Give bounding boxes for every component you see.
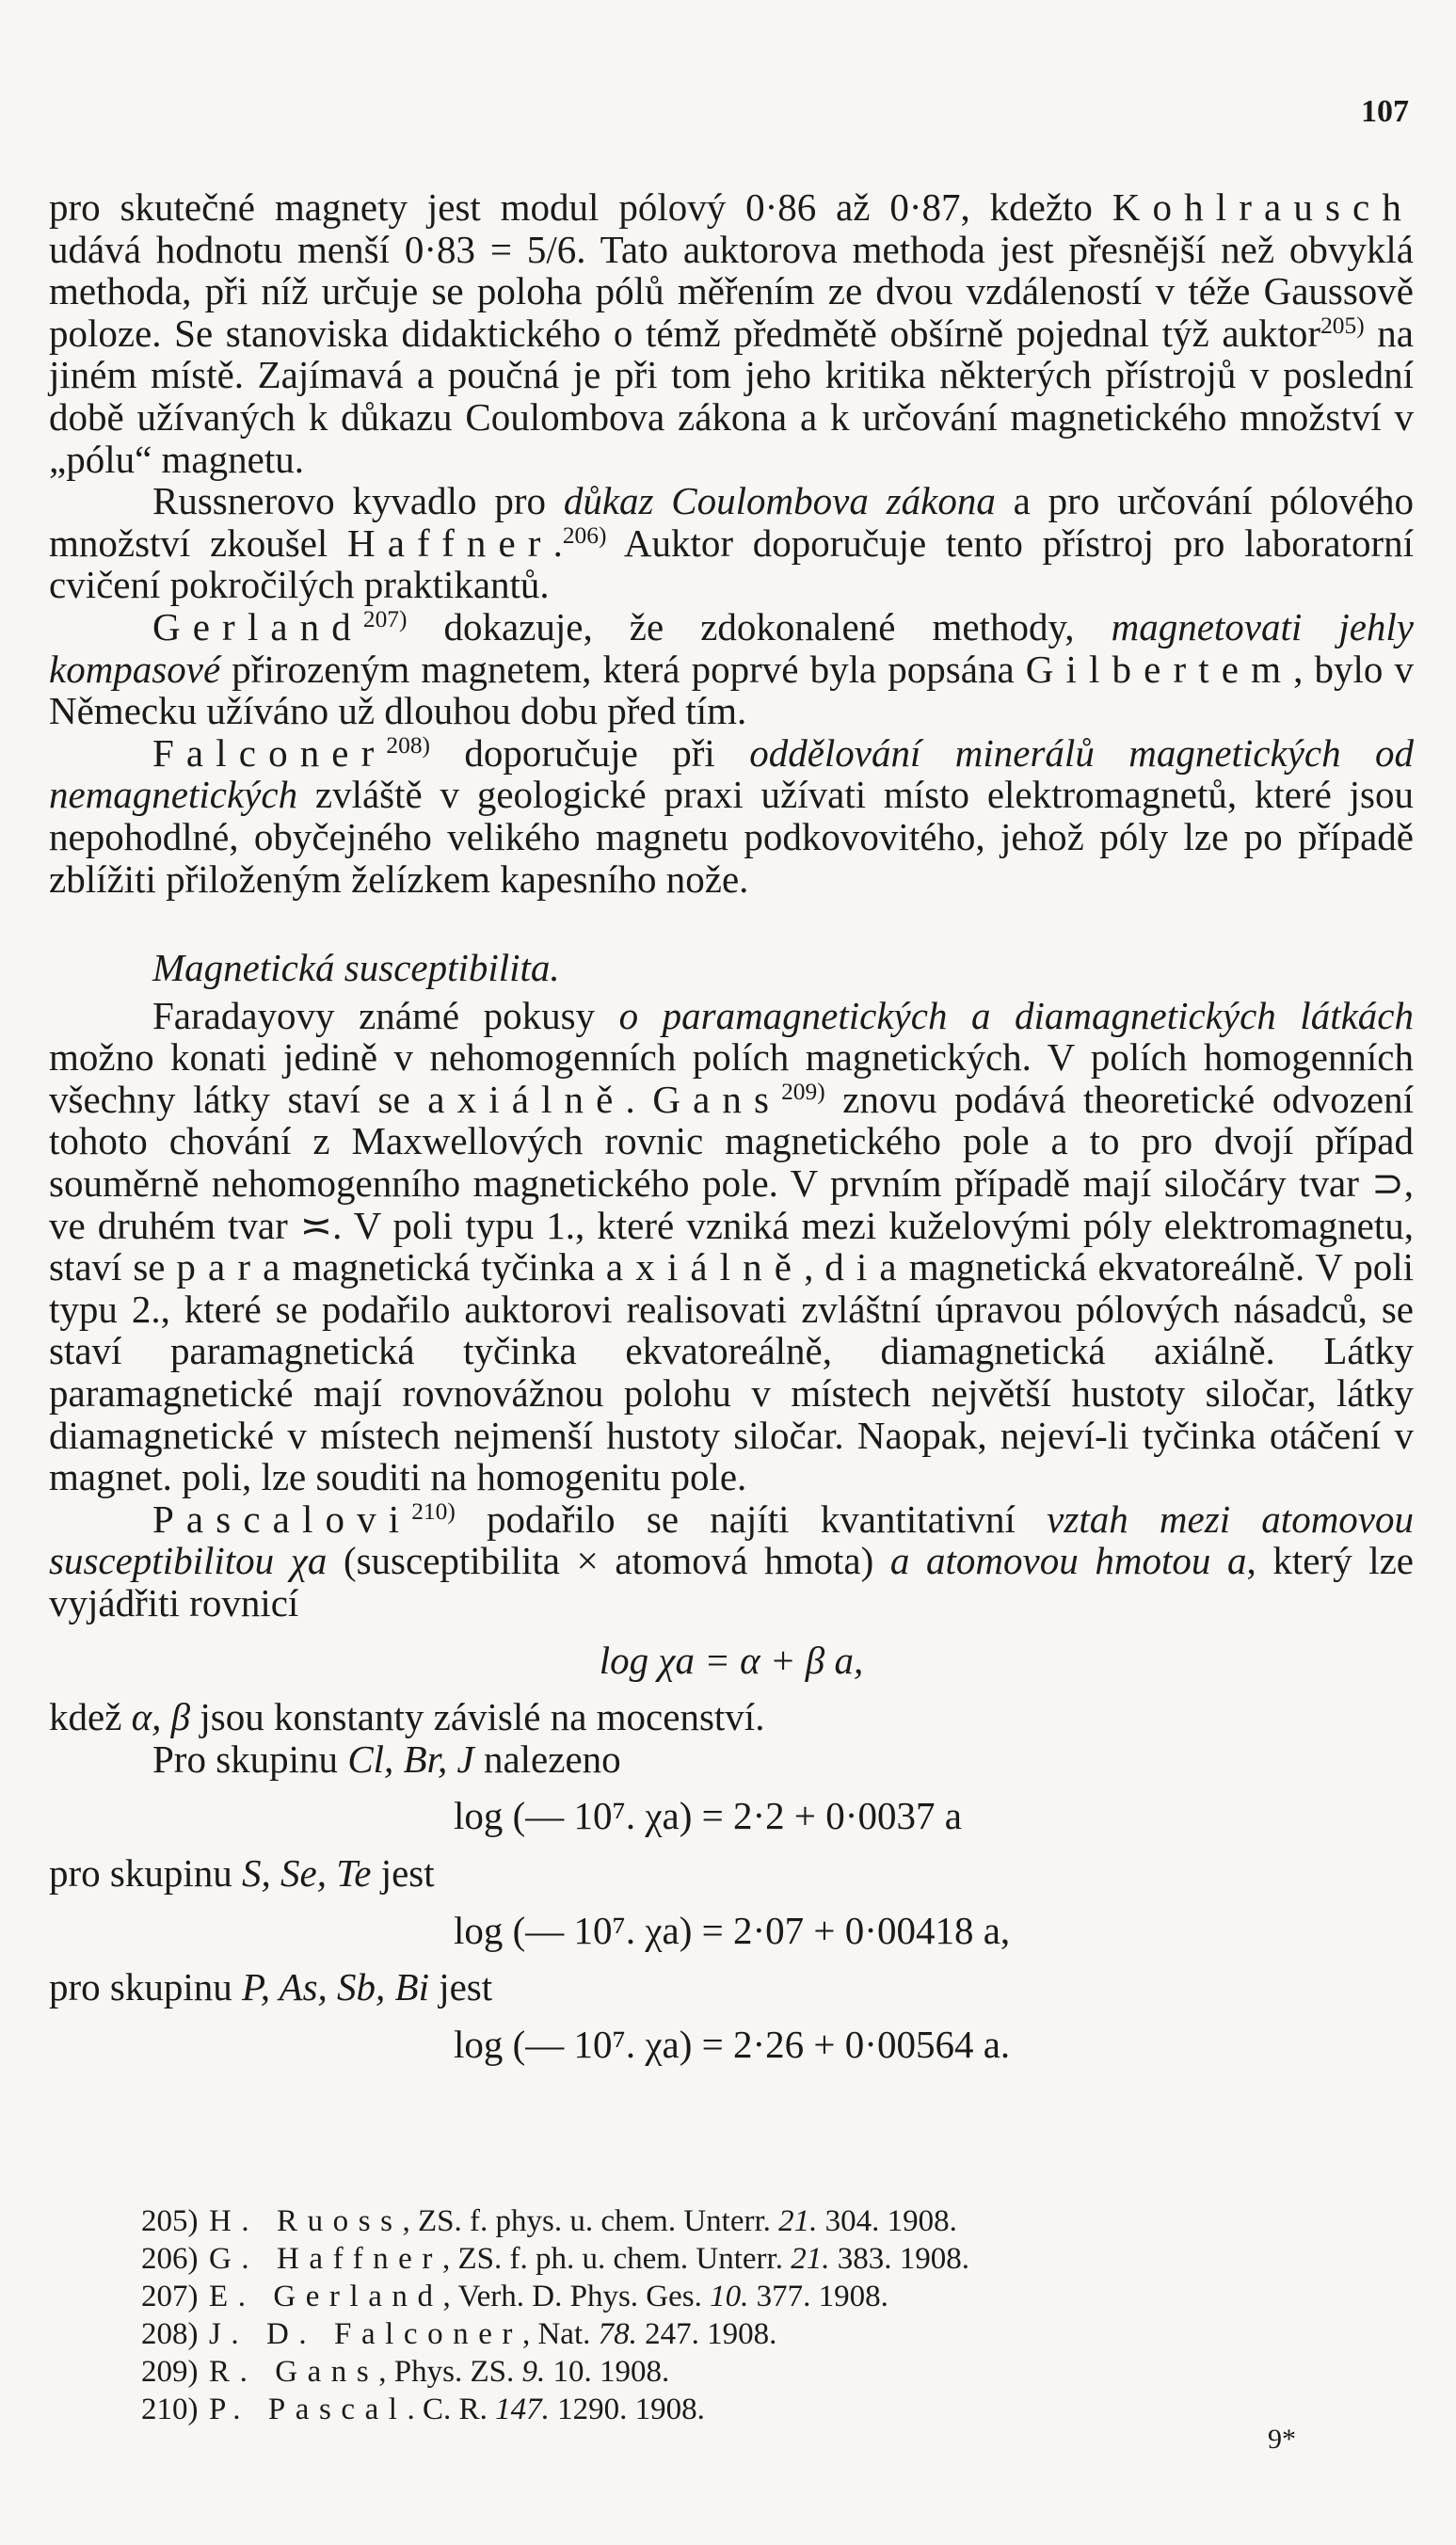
body-text (49, 186, 1414, 2080)
paragraph-pascal: Pascalovi$^{210)}$ podařilo se najíti kvantitativní vztah mezi atomovou susceptibilitou χa (susceptibilita × atomová hmota) a atomovou hmotou a, který lze vyjádřiti rovnicí (49, 1497, 1414, 1625)
equation-4: log (— 10⁷. χa) = 2·26 + 0·00564 a. (454, 2022, 1011, 2066)
signature-mark: 9* (1268, 2424, 1296, 2455)
paragraph-falconer: Falconer$^{208)}$ doporučuje při oddělování minerálů magnetických od nemagnetických zvláště v geologické praxi užívati místo elektromagnetů, které jsou nepohodlné, obyčejného velikého magnetu podkovovitého, jehož póly lze po případě zblížiti přiloženým želízkem kapesního nože. (49, 730, 1415, 901)
paragraph-constants: kdež α, β jsou konstanty závislé na mocenství. (49, 1695, 765, 1739)
footnote-208: 208) J. D. Falconer, Nat. 78. 247. 1908. (141, 2317, 777, 2351)
section-heading: Magnetická susceptibilita. (152, 946, 560, 990)
equation-3: log (— 10⁷. χa) = 2·07 + 0·00418 a, (454, 1908, 1011, 1952)
paragraph-gerland: Gerland$^{207)}$ dokazuje, že zdokonalené methody, magnetovati jehly kompasové přirozeným magnetem, která poprvé byla popsána Gilbertem, bylo v Německu užíváno už dlouhou dobu před tím. (49, 604, 1414, 733)
paragraph-haffner: Russnerovo kyvadlo pro důkaz Coulombova zákona a pro určování pólového množství zkoušel Haffner.$^{206)}$ Auktor doporučuje tento přístroj pro laboratorní cvičení pokročilých praktikantů. (49, 479, 1414, 607)
paragraph-faraday-gans: Faradayovy známé pokusy o paramagnetických a diamagnetických látkách možno konati jedině v nehomogenních polích magnetických. V polích homogenních všechny látky staví se axiálně. Gans$^{209)}$ znovu podává theoretické odvození tohoto chování z Maxwellových rovnic magnetického pole a to pro dvojí případ souměrně nehomogenního magnetického pole. V prvním případě mají siločáry tvar ⊃, ve druhém tvar ≍. V poli typu 1., které vzniká mezi kuželovými póly elektromagnetu, staví se paramagnetická tyčinka axiálně, diamagnetická ekvatoreálně. V poli typu 2., které se podařilo auktorovi realisovati zvláštní úpravou pólových násadců, se staví paramagnetická tyčinka ekvatoreálně, diamagnetická axiálně. Látky paramagnetické mají rovnovážnou polohu v místech největší hustoty siločar, látky diamagnetické v místech nejmenší hustoty siločar. Naopak, nejeví-li tyčinka otáčení v magnet. poli, lze souditi na homogenitu pole. (49, 993, 1415, 1499)
paragraph-group-chalcogens: pro skupinu S, Se, Te jest (49, 1850, 435, 1895)
footnote-209: 209) R. Gans, Phys. ZS. 9. 10. 1908. (141, 2355, 670, 2389)
footnote-205: 205) H. Ruoss, ZS. f. phys. u. chem. Unterr. 21. 304. 1908. (141, 2204, 957, 2238)
footnote-207: 207) E. Gerland, Verh. D. Phys. Ges. 10. 377. 1908. (141, 2280, 888, 2313)
footnotes (141, 2202, 1271, 2428)
page-number: 107 (1361, 94, 1409, 129)
footnote-210: 210) P. Pascal. C. R. 147. 1290. 1908. (141, 2393, 705, 2426)
paragraph-kohlrausch: pro skutečné magnety jest modul pólový 0·86 až 0·87, kdežto Kohlrausch udává hodnotu menší 0·83 = 5/6. Tato auktorova methoda jest přesnější než obvyklá methoda, při níž určuje se poloha pólů měřením ze dvou vzdáleností v téže Gaussově poloze. Se stanoviska didaktického o témž předmětě obšírně pojednal týž auktor$^{205)}$ na jiném místě. Zajímavá a poučná je při tom jeho kritika některých přístrojů v poslední době užívaných k důkazu Coulombova zákona a k určování magnetického množství v „pólu“ magnetu. (49, 185, 1414, 481)
paragraph-group-halogens: Pro skupinu Cl, Br, J nalezeno (152, 1737, 621, 1781)
equation-1: log χa = α + β a, (599, 1638, 864, 1682)
paragraph-group-pnictogens: pro skupinu P, As, Sb, Bi jest (49, 1965, 493, 2009)
footnote-206: 206) G. Haffner, ZS. f. ph. u. chem. Unterr. 21. 383. 1908. (141, 2242, 969, 2276)
equation-2: log (— 10⁷. χa) = 2·2 + 0·0037 a (454, 1794, 962, 1838)
